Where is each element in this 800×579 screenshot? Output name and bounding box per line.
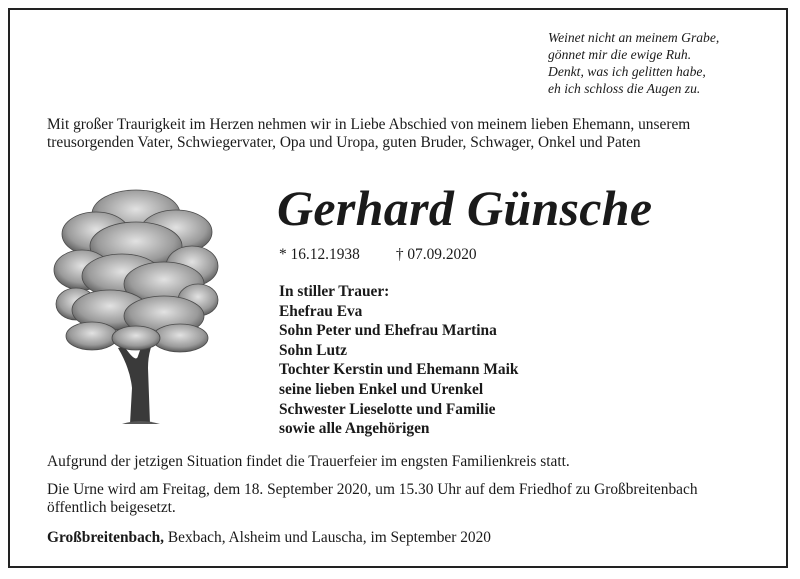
funeral-notice: Aufgrund der jetzigen Situation findet die Trauerfeier im engsten Familienkreis statt.	[47, 453, 570, 470]
mourner-entry: sowie alle Angehörigen	[279, 420, 430, 438]
death-date: † 07.09.2020	[395, 246, 477, 263]
place-bold: Großbreitenbach,	[47, 529, 165, 546]
poem-line: gönnet mir die ewige Ruh.	[548, 47, 692, 62]
poem-line: eh ich schloss die Augen zu.	[548, 81, 701, 96]
place-rest: Bexbach, Alsheim und Lauscha, im September 2020	[164, 529, 491, 546]
urn-notice: Die Urne wird am Freitag, dem 18. September 2020, um 15.30 Uhr auf dem Friedhof zu Großbreitenbach öffentlich beigesetzt.	[47, 481, 698, 517]
birth-date: * 16.12.1938	[279, 246, 360, 263]
intro-text: Mit großer Traurigkeit im Herzen nehmen wir in Liebe Abschied von meinem lieben Ehemann, unserem treusorgenden Vater, Schwiegervater, Opa und Uropa, guten Bruder, Schwager, Onkel und Paten	[47, 116, 691, 152]
deceased-name: Gerhard Günsche	[277, 180, 653, 236]
mourners-heading: In stiller Trauer:	[279, 283, 390, 300]
tree-illustration	[52, 188, 220, 428]
mourner-entry: Sohn Lutz	[279, 341, 348, 359]
mourner-entry: Schwester Lieselotte und Familie	[279, 400, 496, 418]
life-dates	[279, 245, 477, 264]
place-date-line	[47, 529, 491, 547]
mourner-entry: Ehefrau Eva	[279, 302, 363, 320]
mourner-entry: seine lieben Enkel und Urenkel	[279, 380, 484, 398]
mourner-entry: Sohn Peter und Ehefrau Martina	[279, 322, 497, 340]
poem-line: Denkt, was ich gelitten habe,	[548, 64, 706, 79]
poem	[548, 29, 778, 97]
mourners-list	[279, 282, 518, 439]
mourner-entry: Tochter Kerstin und Ehemann Maik	[279, 361, 519, 379]
poem-line: Weinet nicht an meinem Grabe,	[548, 30, 720, 45]
